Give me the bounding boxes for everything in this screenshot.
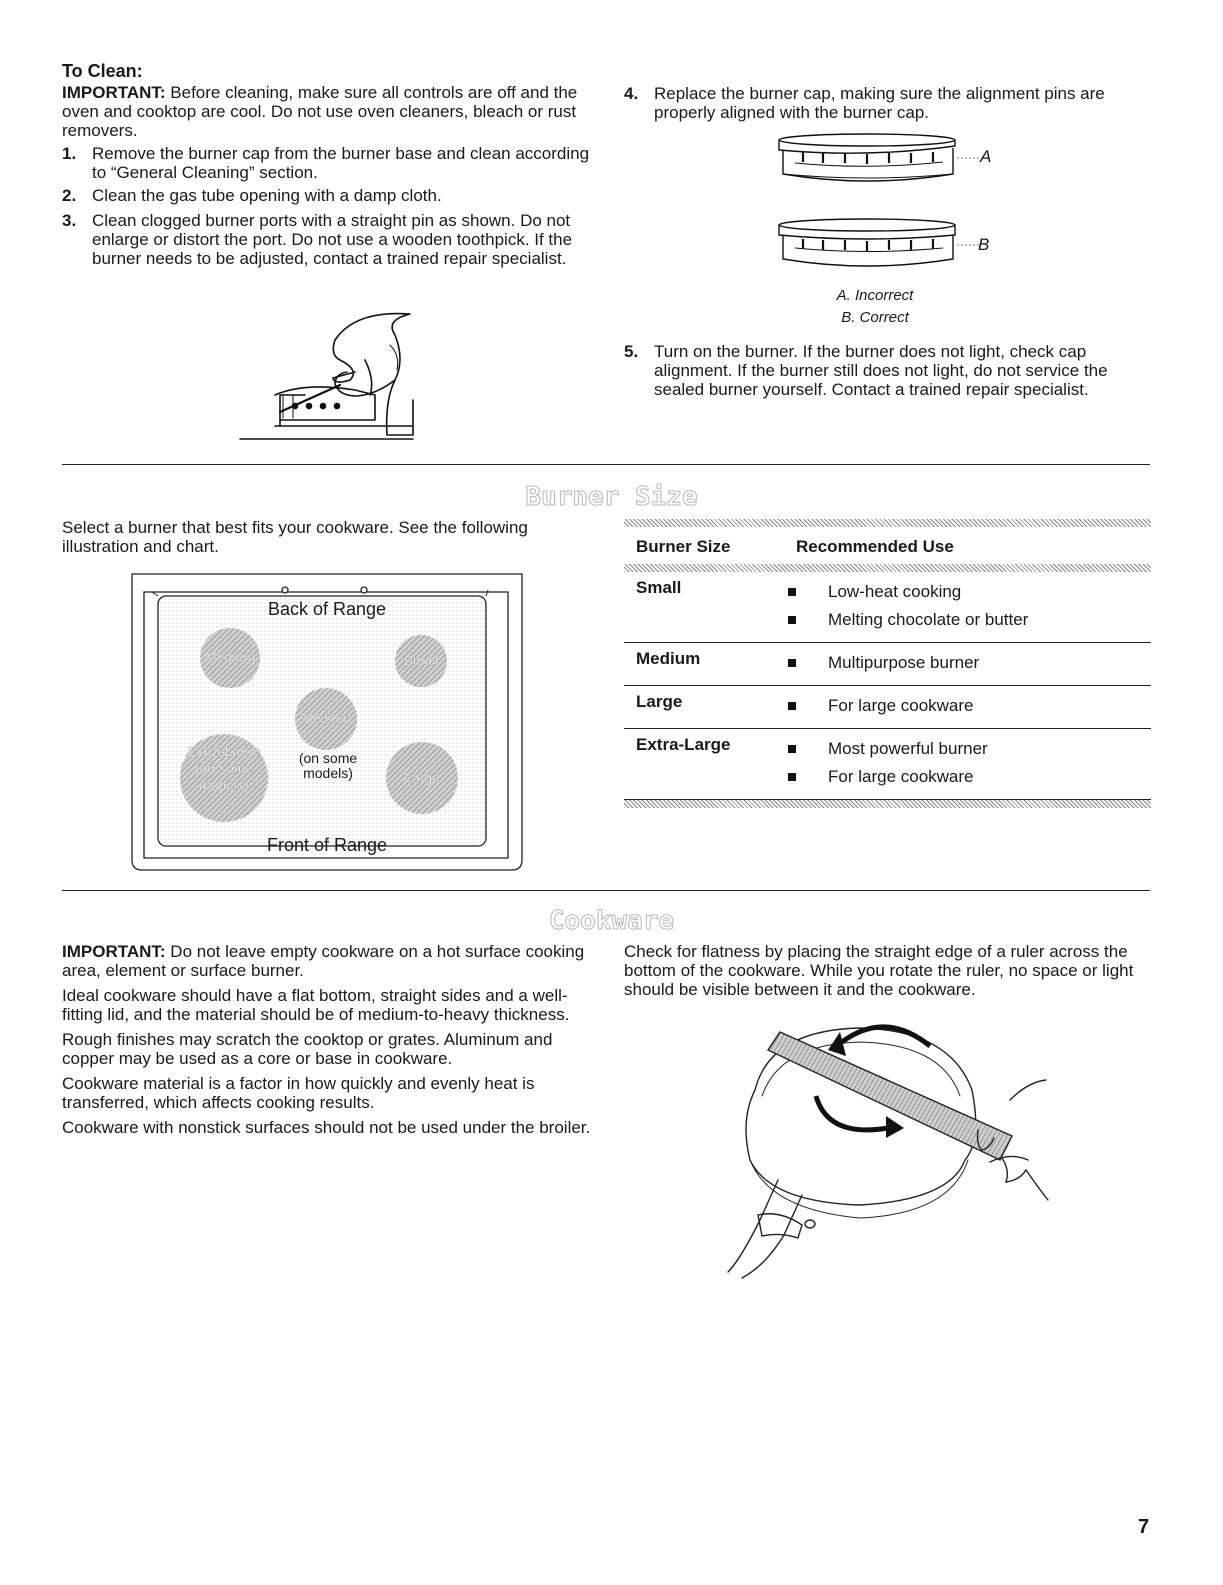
hand-outline [1010,1080,1046,1100]
cookware-important [62,942,592,980]
use-item: For large cookware [624,692,1151,720]
use-item: Melting chocolate or butter [624,606,1151,634]
bullet-icon [788,702,796,710]
burner-size-title: Burner Size [525,482,698,512]
important-label: IMPORTANT: [62,83,166,102]
table-header-border [624,564,1151,572]
step-text: Turn on the burner. If the burner does not light, check cap alignment. If the burner still does not light, do not service the sealed burner yourself. Contact a trained repair specialist. [654,342,1108,399]
step-number: 1. [62,144,77,163]
step-text: Clean the gas tube opening with a damp cloth. [92,186,442,205]
burner-size-cell: Large [636,692,683,711]
burner-size-intro: Select a burner that best fits your cookware. See the following illustration and chart. [62,518,528,556]
table-row [624,729,1151,800]
ruler-flatness-illustration [710,1010,1070,1280]
burner-size-cell: Medium [636,649,701,668]
pan-handle [728,1180,778,1272]
step-number: 5. [624,342,639,361]
burner-label-center: Medium [301,710,351,726]
step-number: 2. [62,186,77,205]
bullet-icon [788,616,796,624]
step-number: 4. [624,84,639,103]
to-clean-section [62,60,592,140]
table-row [624,572,1151,643]
table-header [624,527,1151,558]
table-top-border [624,519,1151,527]
caption-correct: B. Correct [841,309,909,326]
cap-label-b: B [978,235,990,254]
step-text: Remove the burner cap from the burner base and clean according to “General Cleaning” section. [92,144,590,182]
table-row [624,643,1151,686]
burner-cap-correct-illustration [775,215,1005,277]
clean-step-1 [62,144,592,182]
burner-label-front-right: Large [404,769,440,785]
cap-captions [800,285,950,329]
table-bottom-border [624,800,1151,808]
table-row [624,686,1151,729]
pin-cleaning-illustration [235,300,425,445]
section-divider [62,890,1150,891]
bullet-icon [788,773,796,781]
burner-label-back-right: Small [403,652,439,668]
burner-size-cell: Extra-Large [636,735,731,754]
page-number: 7 [1138,1516,1150,1538]
use-item: For large cookware [624,763,1151,791]
clean-step-2 [62,186,592,205]
bullet-icon [788,588,796,596]
back-of-range-label: Back of Range [267,599,387,619]
cookware-paragraph: Rough finishes may scratch the cooktop or grates. Aluminum and copper may be used as a core or base in cookware. [62,1030,553,1068]
cookware-left-column [62,942,592,1137]
clean-step-5 [624,342,1154,399]
cookware-title: Cookware [548,906,675,936]
step-text: Replace the burner cap, making sure the alignment pins are properly aligned with the burner cap. [654,84,1105,122]
cookware-paragraph: Cookware with nonstick surfaces should not be used under the broiler. [62,1118,591,1137]
important-label: IMPORTANT: [62,942,166,961]
step-text: Clean clogged burner ports with a straight pin as shown. Do not enlarge or distort the port. Do not use a wooden toothpick. If the burner needs to be adjusted, contact a trained repair specialist. [92,211,573,268]
center-burner-note: (on some models) [298,750,358,781]
header-burner-size: Burner Size [636,537,731,556]
front-of-range-label: Front of Range [266,835,388,855]
bullet-icon [788,745,796,753]
use-item: Low-heat cooking [624,578,1151,606]
to-clean-important [62,83,592,140]
header-recommended-use: Recommended Use [796,537,954,556]
use-item: Multipurpose burner [624,649,1151,677]
burner-size-cell: Small [636,578,682,597]
burner-label-back-left: Medium [205,649,255,665]
section-divider [62,464,1150,465]
cookware-paragraph: Ideal cookware should have a flat bottom, straight sides and a well-fitting lid, and the material should be of medium-to-heavy thickness. [62,986,570,1024]
to-clean-heading: To Clean: [62,61,143,81]
important-text: Before cleaning, make sure all controls are off and the oven and cooktop are cool. Do not use oven cleaners, bleach or rust removers. [62,83,578,140]
bullet-icon [788,659,796,667]
important-text: Do not leave empty cookware on a hot surface cooking area, element or surface burner. [62,942,585,980]
cookware-paragraph: Cookware material is a factor in how quickly and evenly heat is transferred, which affects cooking results. [62,1074,535,1112]
burner-cap-incorrect-illustration [775,130,1005,192]
step-number: 3. [62,211,77,230]
clean-step-4 [624,84,1154,122]
flatness-check-text: Check for flatness by placing the straight edge of a ruler across the bottom of the cookware. While you rotate the ruler, no space or light should be visible between it and the cookware. [624,942,1134,999]
use-item: Most powerful burner [624,735,1151,763]
caption-incorrect: A. Incorrect [836,287,914,304]
clean-step-3 [62,211,592,268]
burner-label-front-left: Extra-Large (on some models) [187,743,261,793]
burner-size-table [624,519,1151,808]
cap-label-a: A [980,147,992,166]
